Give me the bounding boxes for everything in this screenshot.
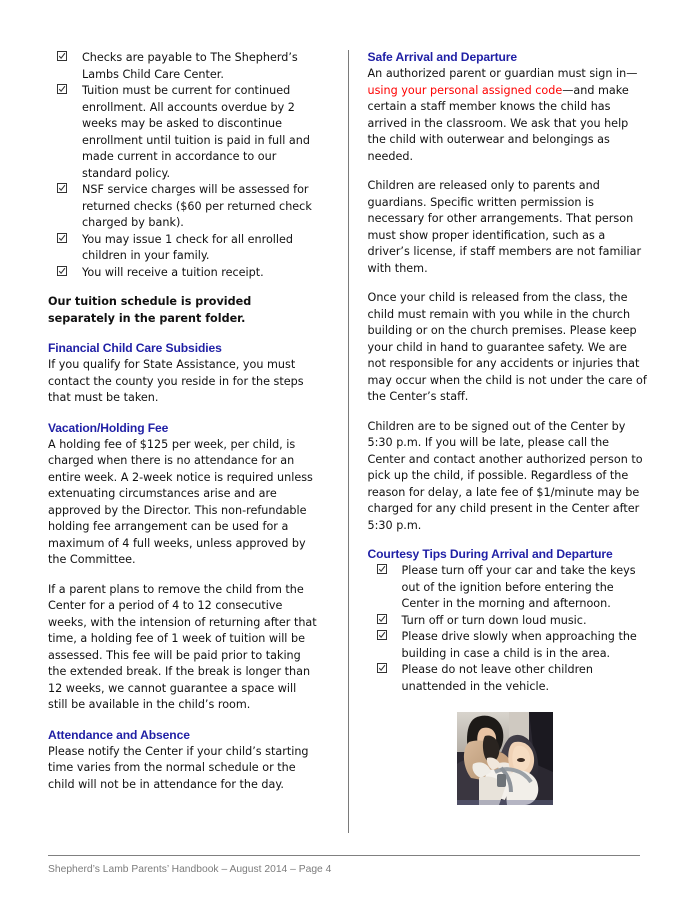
list-item (48, 182, 319, 232)
heading-financial-child-care-subsidies: Financial Child Care Subsidies (48, 341, 222, 355)
list-item-text: Please drive slowly when approaching the building in case a child is in the area. (401, 630, 637, 660)
right-column (364, 50, 648, 835)
list-item-text: You will receive a tuition receipt. (82, 265, 264, 279)
paragraph-extended-break: If a parent plans to remove the child from the Center for a period of 4 to 12 consecutive weeks, with the intension of returning after that time, a holding fee of 1 week of tuition will be assessed. This fee will be paid prior to taking the extended break. If the break is longer than 12 weeks, we cannot guarantee a space will still be available in the child’s room. (48, 582, 317, 711)
list-item-text: You may issue 1 check for all enrolled children in your family. (82, 232, 293, 262)
list-item (48, 265, 319, 282)
heading-vacation-holding-fee: Vacation/Holding Fee (48, 420, 169, 435)
courtesy-tips-checklist (368, 563, 648, 695)
list-item (48, 83, 319, 182)
paragraph-late-pickup-fee: Children are to be signed out of the Center by 5:30 p.m. If you will be late, please call the Center and contact another authorized person to pick up the child, if possible. Regardless of the reason for delay, a late fee of $1/minute may be charged for any child present in the Center after 5:30 p.m. (367, 419, 643, 532)
two-column-content (48, 50, 648, 835)
left-column (48, 50, 333, 835)
checked-box-icon (377, 614, 387, 624)
sign-in-text-after: —and make certain a staff member knows the child has arrived in the classroom. We ask that you help the child with outerwear and belongings as needed. (367, 83, 629, 163)
paragraph-holding-fee: A holding fee of $125 per week, per child, is charged when there is no attendance for an entire week. A 2-week notice is required unless extenuating circumstances arise and are approved by the Director. This non-refundable holding fee arrangement can be used for a maximum of 4 full weeks, unless approved by the Committee. (48, 437, 313, 566)
heading-attendance-and-absence: Attendance and Absence (48, 727, 190, 742)
list-item (368, 629, 648, 662)
assigned-code-highlight: using your personal assigned code (367, 83, 563, 97)
checked-box-icon (377, 663, 387, 673)
photo-container (368, 712, 648, 805)
column-divider (348, 50, 349, 833)
footer-text: Shepherd’s Lamb Parents’ Handbook – August 2014 – Page 4 (48, 864, 332, 875)
list-item-text: Tuition must be current for continued enrollment. All accounts overdue by 2 weeks may be asked to discontinue enrollment until tuition is paid in full and made current in accordance to our standard policy. (82, 84, 310, 180)
list-item (368, 563, 648, 613)
list-item-text: Checks are payable to The Shepherd’s Lambs Child Care Center. (82, 51, 298, 81)
footer-divider (48, 855, 640, 856)
checked-box-icon (57, 183, 67, 193)
list-item-text: Please do not leave other children unattended in the vehicle. (401, 663, 593, 693)
heading-safe-arrival-and-departure: Safe Arrival and Departure (367, 50, 518, 64)
paragraph-subsidies: If you qualify for State Assistance, you must contact the county you reside in for the steps that must be taken. (48, 358, 304, 404)
checked-box-icon (57, 233, 67, 243)
paragraph-release-authorization: Children are released only to parents and guardians. Specific written permission is necessary for other arrangements. That person must show proper identification, such as a driver’s license, if staff members are not familiar with them. (367, 179, 642, 275)
checked-box-icon (57, 84, 67, 94)
paragraph-attendance: Please notify the Center if your child’s starting time varies from the normal schedule or the child will not be in attendance for the day. (48, 744, 309, 791)
car-seat-safety-photo (457, 712, 553, 805)
list-item (368, 613, 648, 630)
list-item (368, 662, 648, 695)
paragraph-premises-supervision: Once your child is released from the class, the child must remain with you while in the church building or on the church premises. Please keep your child in hand to guarantee safety. We are not responsible for any accidents or injuries that may occur when the child is not under the care of the Center’s staff. (367, 291, 647, 403)
payment-checklist (48, 50, 319, 281)
page-footer (48, 855, 640, 876)
list-item-text: NSF service charges will be assessed for returned checks ($60 per returned check charged by bank). (82, 183, 312, 229)
heading-courtesy-tips: Courtesy Tips During Arrival and Departure (367, 547, 613, 561)
paragraph-sign-in (368, 66, 648, 165)
sign-in-text-before: An authorized parent or guardian must sign in— (367, 67, 638, 80)
checked-box-icon (377, 564, 387, 574)
tuition-schedule-note: Our tuition schedule is provided separately in the parent folder. (48, 295, 252, 325)
checked-box-icon (377, 630, 387, 640)
list-item-text: Please turn off your car and take the keys out of the ignition before entering the Center in the morning and afternoon. (401, 564, 636, 610)
checked-box-icon (57, 266, 67, 276)
checked-box-icon (57, 51, 67, 61)
list-item-text: Turn off or turn down loud music. (401, 613, 587, 627)
spacer (48, 281, 319, 294)
list-item (48, 50, 319, 83)
list-item (48, 232, 319, 265)
